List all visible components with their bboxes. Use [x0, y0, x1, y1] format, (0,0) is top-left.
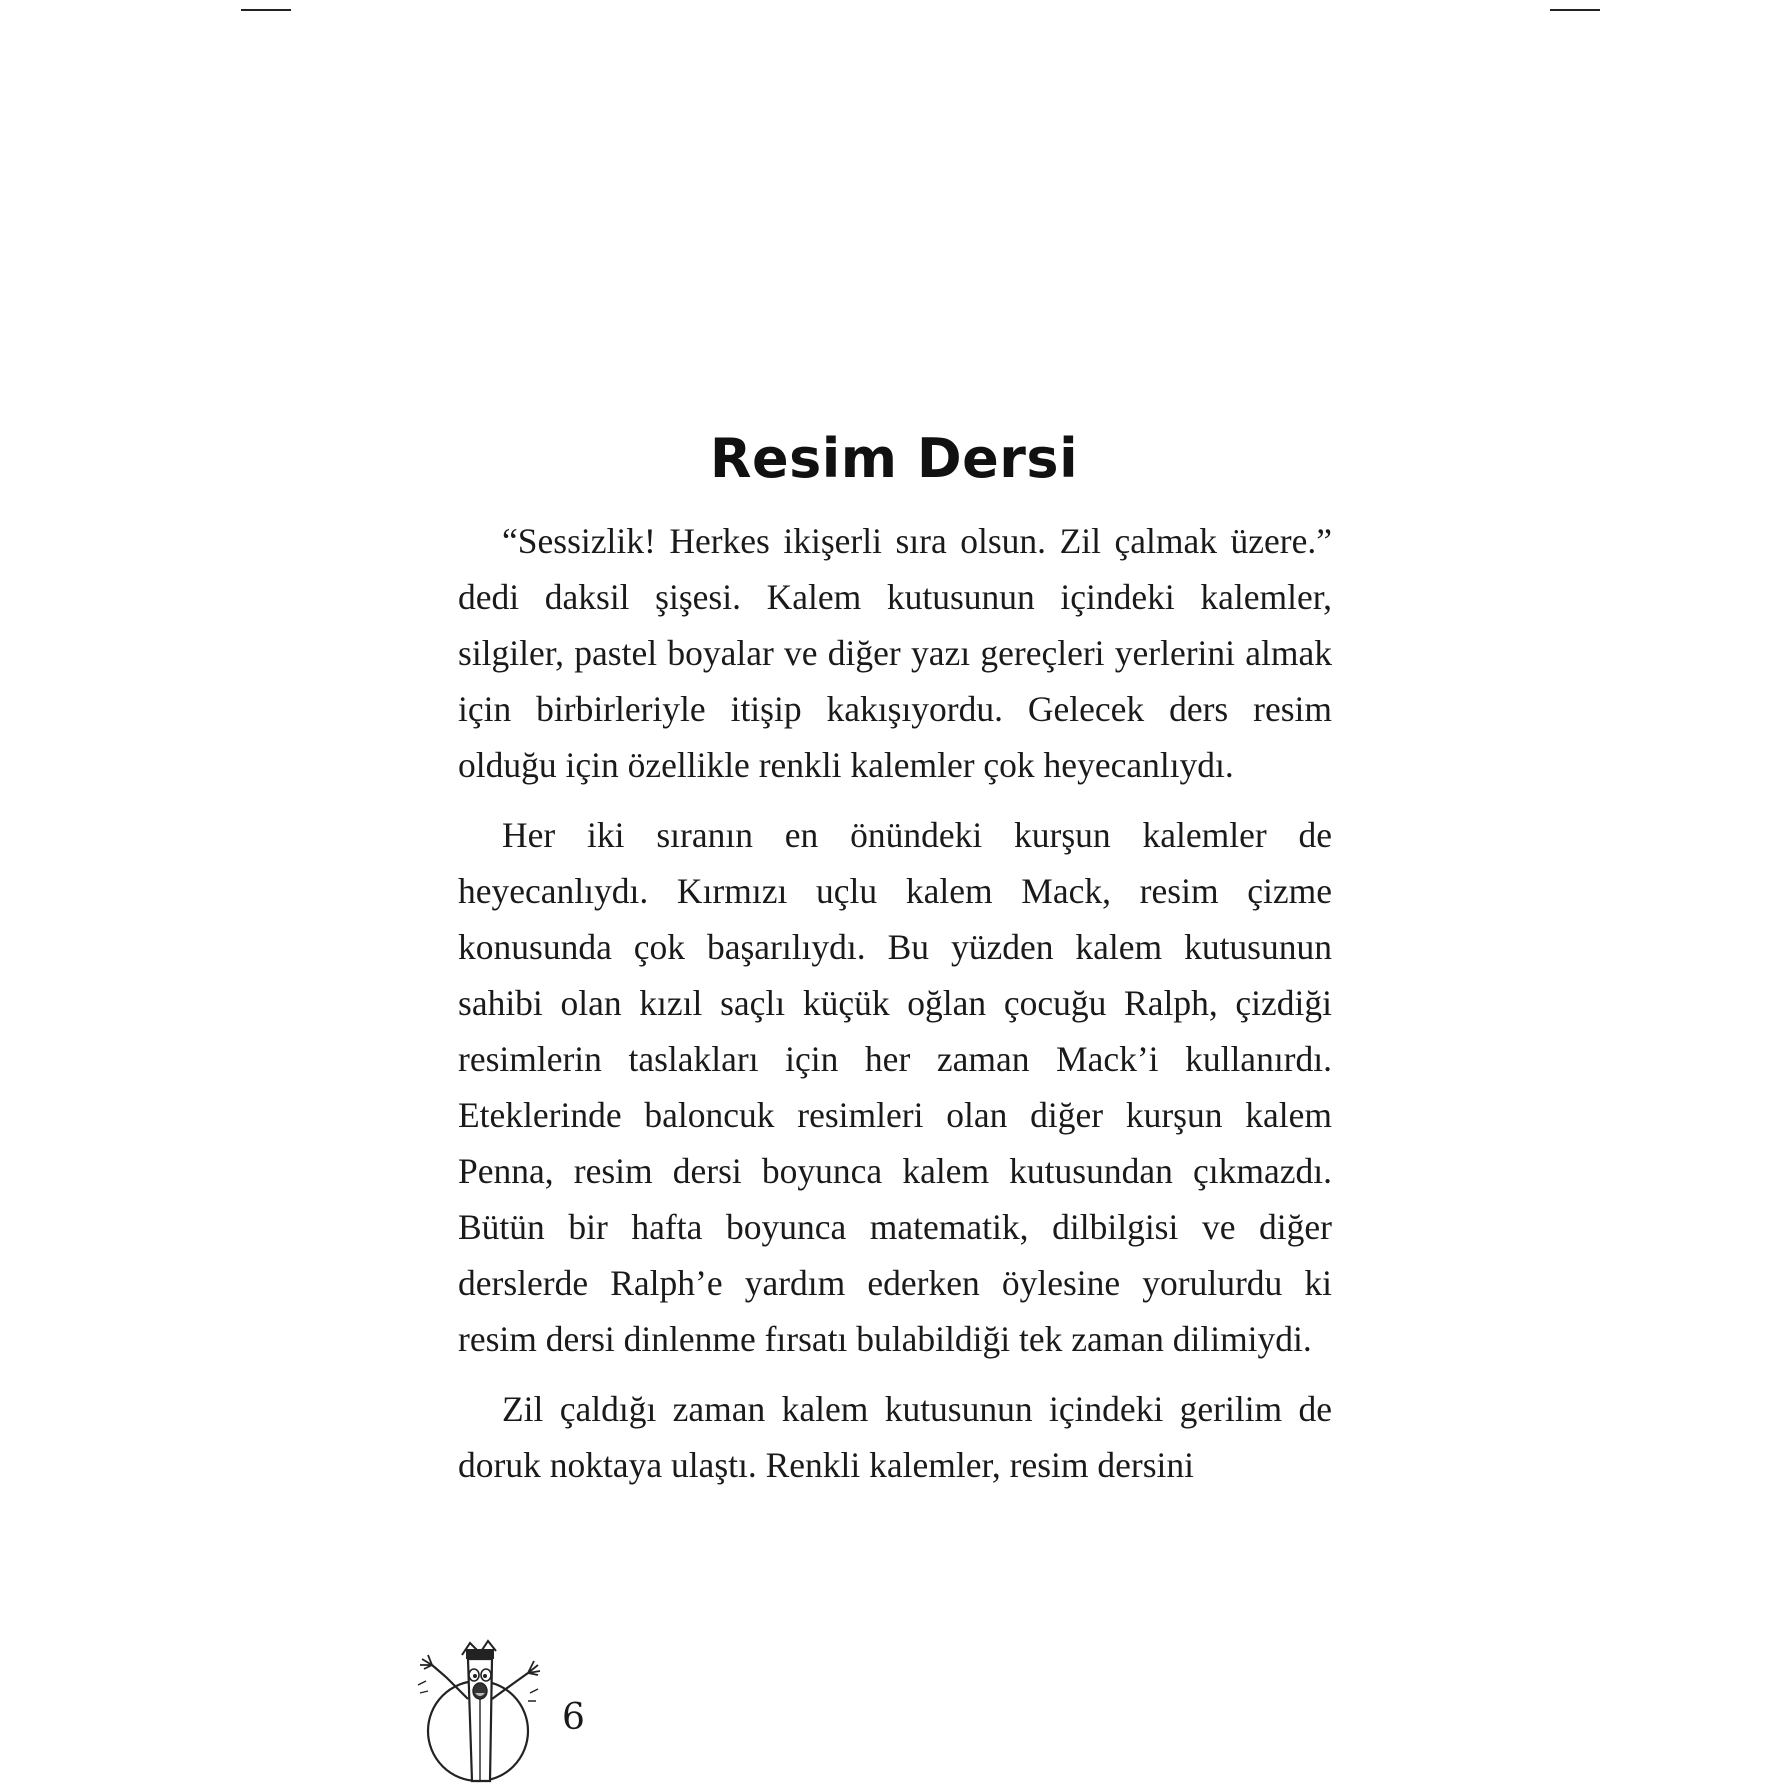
paragraph-1: “Sessizlik! Herkes ikişerli sıra olsun. Zil çalmak üzere.” dedi daksil şişesi. Kalem kutusunun içindeki kalemler, silgiler, pastel boyalar ve diğer yazı gereçleri yerlerini almak için birbirleriyle itişip kakışıyordu. Gelecek ders resim olduğu için özellikle renkli kalemler çok heyecanlıydı. [458, 521, 1332, 785]
crop-mark-right [1550, 9, 1600, 11]
paragraph-2: Her iki sıranın en önündeki kurşun kalemler de heyecanlıydı. Kırmızı uçlu kalem Mack, resim çizme konusunda çok başarılıydı. Bu yüzden kalem kutusunun sahibi olan kızıl saçlı küçük oğlan çocuğu Ralph, çizdiği resimlerin taslakları için her zaman Mack’i kullanırdı. Eteklerinde baloncuk resimleri olan diğer kurşun kalem Penna, resim dersi boyunca kalem kutusundan çıkmazdı. Bütün bir hafta boyunca matematik, dilbilgisi ve diğer derslerde Ralph’e yardım ederken öylesine yorulurdu ki resim dersi dinlenme fırsatı bulabildiği tek zaman dilimiydi. [458, 815, 1332, 1359]
paragraph-3: Zil çaldığı zaman kalem kutusunun içindeki gerilim de doruk noktaya ulaştı. Renkli kalemler, resim dersini [458, 1389, 1332, 1485]
page-number: 6 [562, 1697, 585, 1738]
chapter-title: Resim Dersi [709, 427, 1079, 491]
chapter-body [458, 513, 1332, 1507]
pencil-character-icon [410, 1635, 542, 1783]
crop-mark-left [241, 9, 291, 11]
